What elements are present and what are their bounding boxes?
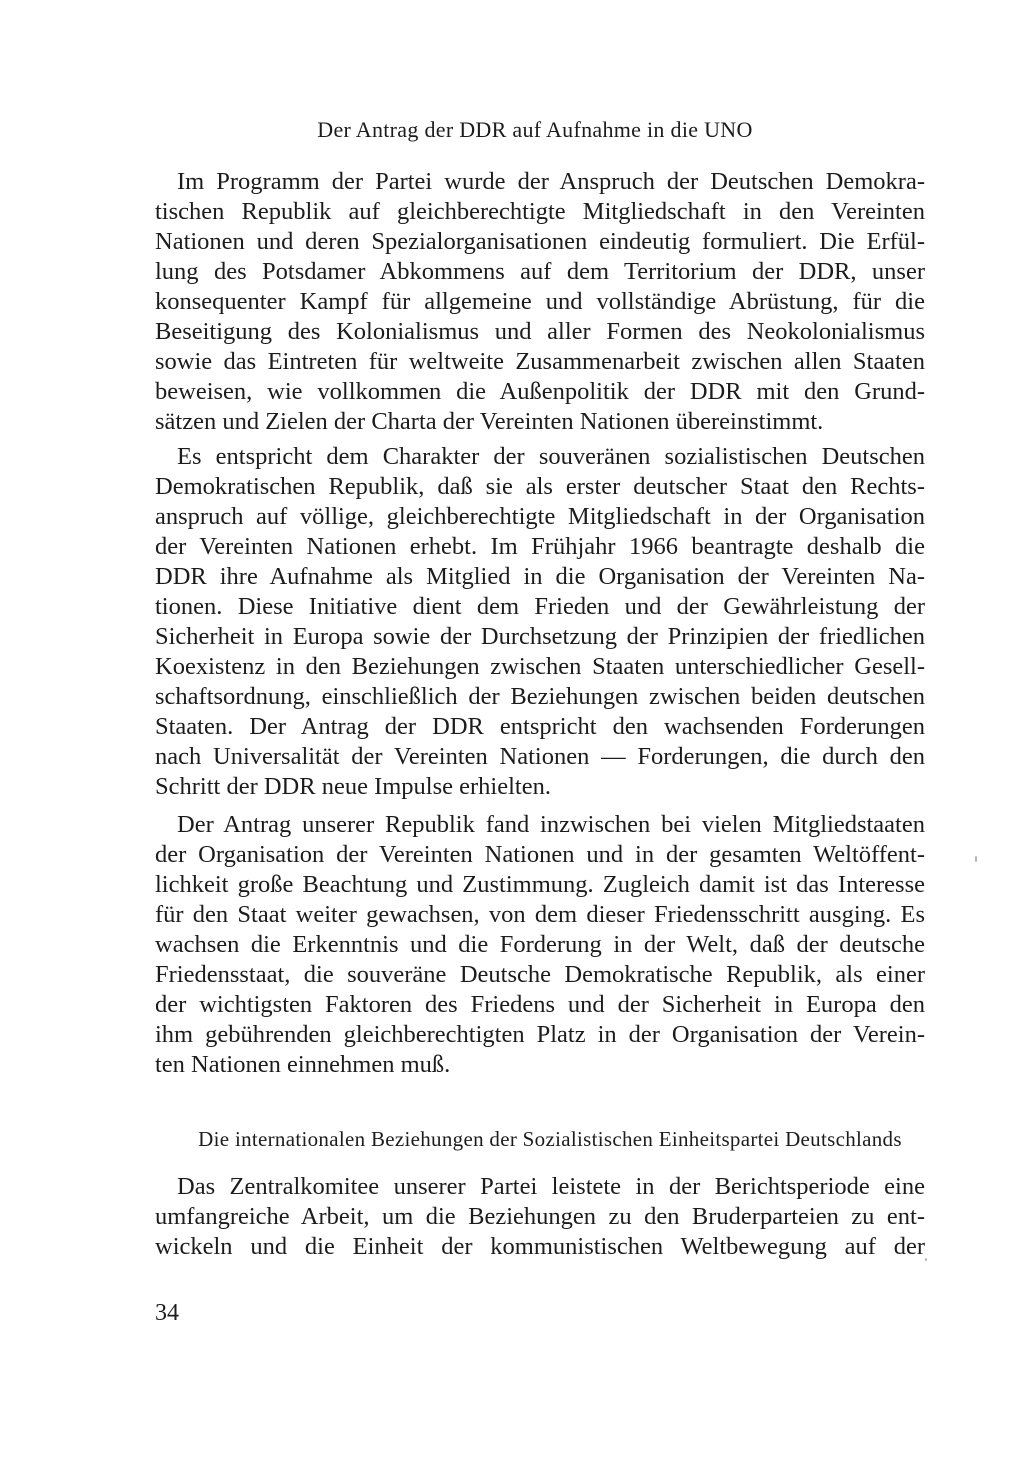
text-line: der Organisation der Vereinten Nationen und in der gesamten Weltöffent- — [155, 841, 925, 868]
text-line: Schritt der DDR neue Impulse erhielten. — [155, 773, 551, 800]
text-line: Der Antrag unserer Republik fand inzwischen bei vielen Mitgliedstaaten — [177, 811, 925, 838]
text-line: ten Nationen einnehmen muß. — [155, 1051, 451, 1078]
text-line: Im Programm der Partei wurde der Anspruch der Deutschen Demokra- — [177, 168, 925, 195]
text-line: nach Universalität der Vereinten Nationen — Forderungen, die durch den — [155, 743, 925, 770]
text-line: wachsen die Erkenntnis und die Forderung in der Welt, daß der deutsche — [155, 931, 925, 958]
text-line: Koexistenz in den Beziehungen zwischen Staaten unterschiedlicher Gesell- — [155, 653, 925, 680]
text-line: sowie das Eintreten für weltweite Zusammenarbeit zwischen allen Staaten — [155, 348, 925, 375]
paragraph-2 — [155, 442, 925, 802]
text-line: Friedensstaat, die souveräne Deutsche Demokratische Republik, als einer — [155, 961, 925, 988]
text-line: lung des Potsdamer Abkommens auf dem Territorium der DDR, unser — [155, 258, 925, 285]
text-line: anspruch auf völlige, gleichberechtigte Mitgliedschaft in der Organisation — [155, 503, 925, 530]
text-line: sätzen und Zielen der Charta der Vereinten Nationen übereinstimmt. — [155, 408, 824, 435]
text-line: Beseitigung des Kolonialismus und aller Formen des Neokolonialismus — [155, 318, 925, 345]
text-line: Das Zentralkomitee unserer Partei leistete in der Berichtsperiode eine — [177, 1173, 925, 1200]
text-line: Staaten. Der Antrag der DDR entspricht den wachsenden Forderungen — [155, 713, 925, 740]
text-line: wickeln und die Einheit der kommunistischen Weltbewegung auf der — [155, 1233, 925, 1260]
text-line: umfangreiche Arbeit, um die Beziehungen zu den Bruderparteien zu ent- — [155, 1203, 925, 1230]
text-line: DDR ihre Aufnahme als Mitglied in die Organisation der Vereinten Na- — [155, 563, 925, 590]
text-line: Nationen und deren Spezialorganisationen eindeutig formuliert. Die Erfül- — [155, 228, 925, 255]
print-speck — [925, 1258, 927, 1261]
text-line: tionen. Diese Initiative dient dem Frieden und der Gewährleistung der — [155, 593, 925, 620]
text-line: schaftsordnung, einschließlich der Beziehungen zwischen beiden deutschen — [155, 683, 925, 710]
section-heading-uno: Der Antrag der DDR auf Aufnahme in die UNO — [317, 117, 753, 142]
text-line: für den Staat weiter gewachsen, von dem dieser Friedensschritt ausging. Es — [155, 901, 925, 928]
text-line: Demokratischen Republik, daß sie als erster deutscher Staat den Rechts- — [155, 473, 925, 500]
paragraph-4 — [155, 1172, 925, 1262]
text-line: Es entspricht dem Charakter der souveränen sozialistischen Deutschen — [177, 443, 925, 470]
section-heading-international-relations: Die internationalen Beziehungen der Sozialistischen Einheitspartei Deutschlands — [198, 1127, 902, 1151]
text-line: beweisen, wie vollkommen die Außenpolitik der DDR mit den Grund- — [155, 378, 925, 405]
page-number: 34 — [155, 1300, 179, 1326]
text-line: der Vereinten Nationen erhebt. Im Frühjahr 1966 beantragte deshalb die — [155, 533, 925, 560]
paragraph-1 — [155, 167, 925, 437]
text-line: der wichtigsten Faktoren des Friedens und der Sicherheit in Europa den — [155, 991, 925, 1018]
text-line: konsequenter Kampf für allgemeine und vollständige Abrüstung, für die — [155, 288, 925, 315]
text-line: lichkeit große Beachtung und Zustimmung. Zugleich damit ist das Interesse — [155, 871, 925, 898]
text-line: Sicherheit in Europa sowie der Durchsetzung der Prinzipien der friedlichen — [155, 623, 925, 650]
print-speck — [975, 856, 977, 862]
text-line: tischen Republik auf gleichberechtigte Mitgliedschaft in den Vereinten — [155, 198, 925, 225]
text-line: ihm gebührenden gleichberechtigten Platz in der Organisation der Verein- — [155, 1021, 925, 1048]
paragraph-3 — [155, 810, 925, 1080]
